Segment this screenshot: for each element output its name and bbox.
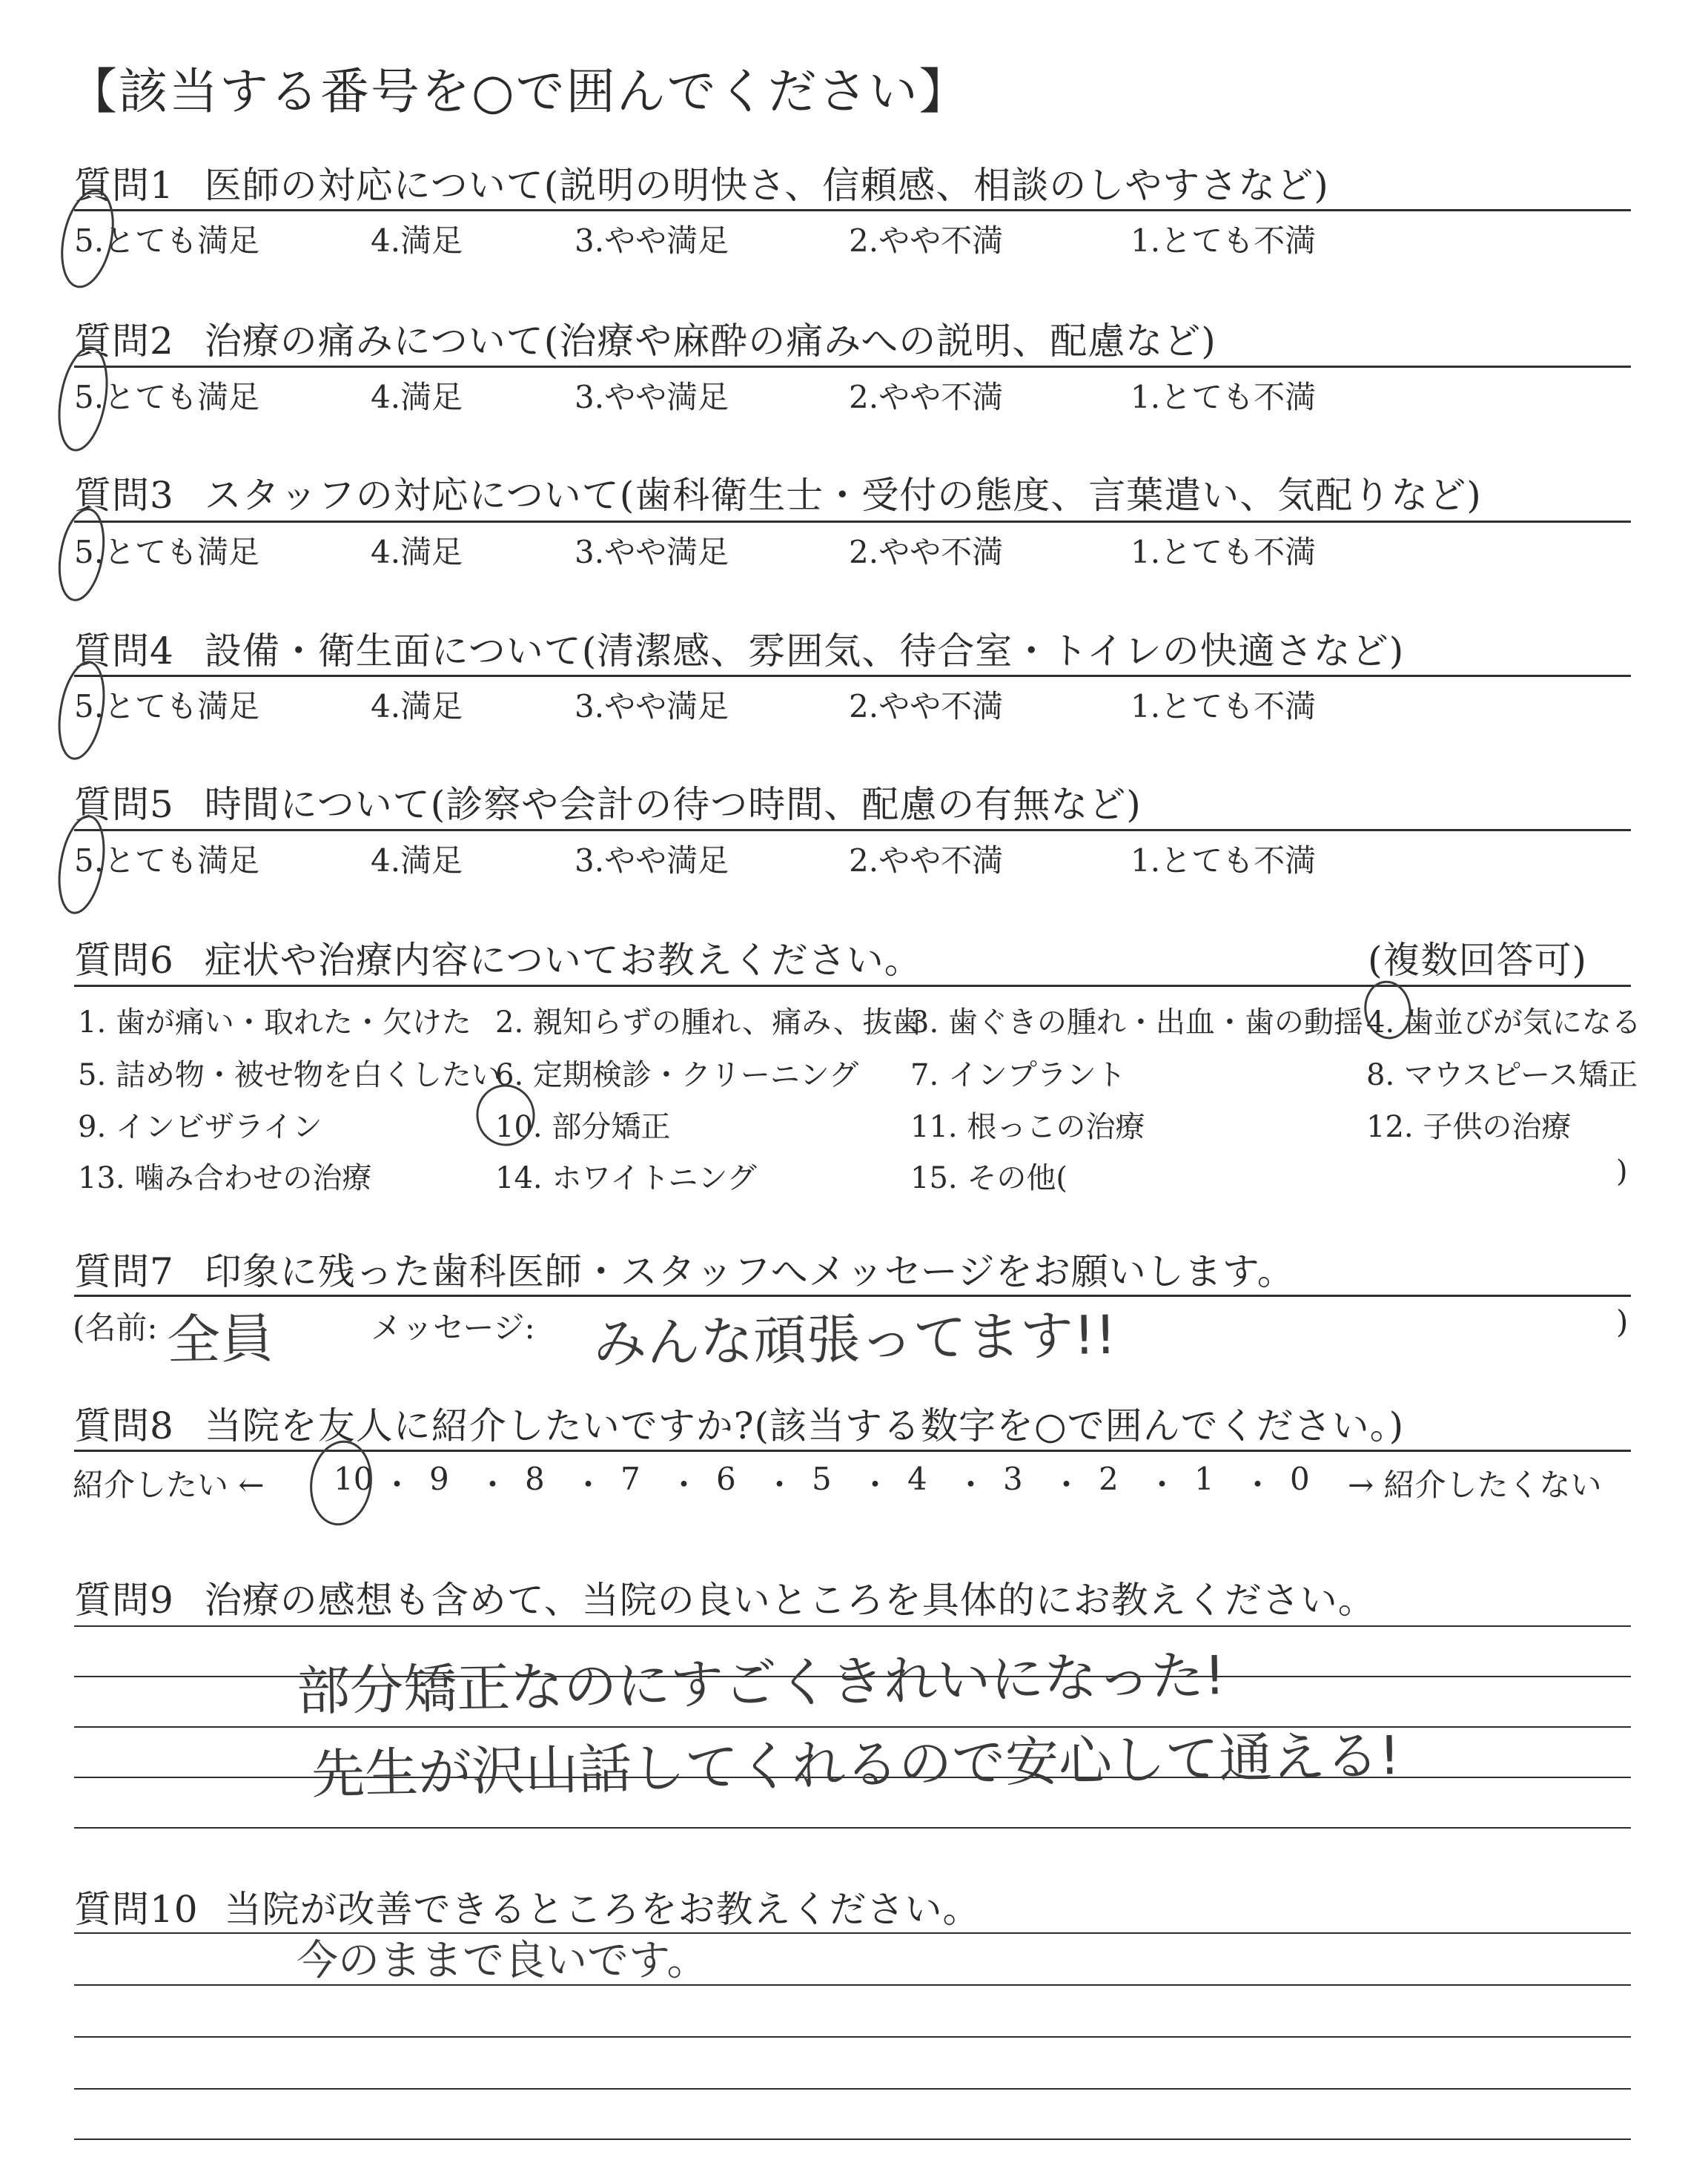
q8-scale-option-4[interactable]: 4 (907, 1461, 927, 1497)
q10-answer-line-1[interactable]: 今のままで良いです。 (297, 1937, 709, 1985)
q4-option-4[interactable]: 4.満足 (371, 688, 463, 724)
q6-option-1[interactable]: 1. 歯が痛い・取れた・欠けた (78, 1005, 471, 1040)
q1-option-5[interactable]: 5.とても満足 (74, 222, 260, 259)
q1-option-3[interactable]: 3.やや満足 (575, 222, 729, 259)
q8-scale-separator: ・ (668, 1467, 700, 1503)
q8-scale-option-2[interactable]: 2 (1099, 1461, 1119, 1497)
q8-rule (74, 1450, 1631, 1452)
q7-message-label: メッセージ: (371, 1309, 535, 1346)
q3-option-2[interactable]: 2.やや不満 (849, 534, 1004, 570)
q3-option-3[interactable]: 3.やや満足 (575, 534, 729, 570)
q8-scale-separator: ・ (1242, 1467, 1274, 1503)
q8-text: 当院を友人に紹介したいですか?(該当する数字を○で囲んでください。) (204, 1404, 1405, 1447)
q8-scale-option-9[interactable]: 9 (429, 1461, 449, 1497)
q8-scale-option-0[interactable]: 0 (1290, 1461, 1310, 1497)
q4-heading (74, 621, 1404, 675)
q5-option-4[interactable]: 4.満足 (371, 842, 463, 879)
q6-option-2[interactable]: 2. 親知らずの腫れ、痛み、抜歯 (495, 1005, 922, 1040)
q8-scale-separator: ・ (859, 1467, 891, 1503)
q6-option-4[interactable]: 4. 歯並びが気になる (1366, 1005, 1641, 1040)
q2-text: 治療の痛みについて(治療や麻酔の痛みへの説明、配慮など) (204, 320, 1217, 363)
q6-option-9[interactable]: 9. インビザライン (78, 1110, 322, 1144)
q4-label: 質問4 (74, 630, 174, 673)
q9-text: 治療の感想も含めて、当院の良いところを具体的にお教えください。 (204, 1579, 1376, 1622)
q8-scale-option-3[interactable]: 3 (1003, 1461, 1023, 1497)
q8-right-label: → 紹介したくない (1348, 1467, 1602, 1503)
q8-heading (74, 1396, 1404, 1450)
q7-heading (74, 1242, 1295, 1295)
q2-option-5[interactable]: 5.とても満足 (74, 379, 260, 415)
form-title: 【該当する番号を○で囲んでください】 (68, 63, 970, 120)
q6-option-3[interactable]: 3. 歯ぐきの腫れ・出血・歯の動揺 (910, 1005, 1363, 1040)
q1-text: 医師の対応について(説明の明快さ、信頼感、相談のしやすさなど) (204, 164, 1329, 207)
q9-line-5 (74, 1827, 1631, 1829)
q10-line-3 (74, 2036, 1631, 2038)
q6-option-12[interactable]: 12. 子供の治療 (1366, 1110, 1572, 1144)
q9-heading (74, 1571, 1376, 1624)
q3-option-5[interactable]: 5.とても満足 (74, 534, 260, 570)
q9-line-1 (74, 1625, 1631, 1627)
q10-line-4 (74, 2088, 1631, 2090)
q4-rule (74, 675, 1631, 677)
q6-option-13[interactable]: 13. 噛み合わせの治療 (78, 1161, 372, 1195)
q8-scale-option-6[interactable]: 6 (716, 1461, 736, 1497)
q8-scale-separator: ・ (955, 1467, 987, 1503)
q8-scale-separator: ・ (1050, 1467, 1082, 1503)
q8-scale-option-5[interactable]: 5 (812, 1461, 832, 1497)
q6-option-15[interactable]: 15. その他( (910, 1161, 1068, 1195)
q5-text: 時間について(診察や会計の待つ時間、配慮の有無など) (204, 783, 1142, 826)
q6-option-7[interactable]: 7. インプラント (910, 1058, 1126, 1092)
q7-text: 印象に残った歯科医師・スタッフへメッセージをお願いします。 (204, 1250, 1295, 1293)
q6-option-5[interactable]: 5. 詰め物・被せ物を白くしたい (78, 1058, 501, 1092)
q1-option-2[interactable]: 2.やや不満 (849, 222, 1004, 259)
q2-label: 質問2 (74, 320, 174, 363)
q5-label: 質問5 (74, 783, 174, 826)
q7-name-value[interactable]: 全員 (166, 1307, 274, 1372)
q8-scale-option-7[interactable]: 7 (620, 1461, 640, 1497)
q8-scale-separator: ・ (764, 1467, 795, 1503)
q6-option-6[interactable]: 6. 定期検診・クリーニング (495, 1058, 859, 1092)
q8-scale-option-1[interactable]: 1 (1194, 1461, 1214, 1497)
q8-scale-option-10[interactable]: 10 (334, 1461, 374, 1497)
q10-heading (74, 1880, 981, 1933)
q10-label: 質問10 (74, 1888, 199, 1931)
q3-rule (74, 521, 1631, 523)
q4-text: 設備・衛生面について(清潔感、雰囲気、待合室・トイレの快適さなど) (204, 630, 1405, 673)
q6-text: 症状や治療内容についてお教えください。 (204, 939, 922, 982)
q3-option-4[interactable]: 4.満足 (371, 534, 463, 570)
q4-option-3[interactable]: 3.やや満足 (575, 688, 729, 724)
q9-answer-line-1[interactable]: 部分矯正なのにすごくきれいになった! (296, 1644, 1226, 1723)
q1-heading (74, 156, 1329, 209)
q1-option-4[interactable]: 4.満足 (371, 222, 463, 259)
q8-scale-separator: ・ (477, 1467, 509, 1503)
q2-rule (74, 366, 1631, 368)
q3-label: 質問3 (74, 474, 174, 517)
q8-label: 質問8 (74, 1404, 174, 1447)
q2-option-3[interactable]: 3.やや満足 (575, 379, 729, 415)
q5-rule (74, 829, 1631, 831)
q8-scale-separator: ・ (1146, 1467, 1178, 1503)
q6-option-10[interactable]: 10. 部分矯正 (495, 1110, 671, 1144)
q6-option-14[interactable]: 14. ホワイトニング (495, 1161, 757, 1195)
q2-heading (74, 311, 1217, 365)
q7-name-label: (名前: (73, 1309, 158, 1346)
q3-text: スタッフの対応について(歯科衛生士・受付の態度、言葉遣い、気配りなど) (204, 474, 1482, 517)
q1-rule (74, 209, 1631, 211)
q8-scale-separator: ・ (381, 1467, 413, 1503)
q5-heading (74, 775, 1142, 828)
q5-option-1[interactable]: 1.とても不満 (1131, 842, 1317, 879)
q3-option-1[interactable]: 1.とても不満 (1131, 534, 1317, 570)
q6-option-15-close: ) (1616, 1155, 1628, 1189)
q4-option-1[interactable]: 1.とても不満 (1131, 688, 1317, 724)
q6-note: (複数回答可) (1368, 939, 1588, 982)
q6-option-8[interactable]: 8. マウスピース矯正 (1366, 1058, 1638, 1092)
q2-option-1[interactable]: 1.とても不満 (1131, 379, 1317, 415)
q5-option-3[interactable]: 3.やや満足 (575, 842, 729, 879)
q10-text: 当院が改善できるところをお教えください。 (224, 1888, 981, 1931)
q6-option-11[interactable]: 11. 根っこの治療 (910, 1110, 1145, 1144)
q1-label: 質問1 (74, 164, 174, 207)
q8-scale-option-8[interactable]: 8 (525, 1461, 545, 1497)
q7-close-paren: ) (1616, 1304, 1629, 1340)
q2-option-2[interactable]: 2.やや不満 (849, 379, 1004, 415)
q7-message-value[interactable]: みんな頑張ってます!! (592, 1303, 1117, 1375)
q8-left-label: 紹介したい ← (73, 1467, 265, 1503)
q9-label: 質問9 (74, 1579, 174, 1622)
q3-heading (74, 466, 1482, 519)
q5-option-5[interactable]: 5.とても満足 (74, 842, 260, 879)
q6-rule (74, 985, 1631, 987)
q2-option-4[interactable]: 4.満足 (371, 379, 463, 415)
q5-option-2[interactable]: 2.やや不満 (849, 842, 1004, 879)
q8-scale-separator: ・ (572, 1467, 604, 1503)
q9-answer-line-2[interactable]: 先生が沢山話してくれるので安心して通える! (311, 1724, 1401, 1806)
q6-label: 質問6 (74, 939, 174, 982)
q7-label: 質問7 (74, 1250, 174, 1293)
q1-option-1[interactable]: 1.とても不満 (1131, 222, 1317, 259)
q6-heading (74, 931, 922, 984)
q4-option-5[interactable]: 5.とても満足 (74, 688, 260, 724)
q10-line-5 (74, 2138, 1631, 2140)
q4-option-2[interactable]: 2.やや不満 (849, 688, 1004, 724)
